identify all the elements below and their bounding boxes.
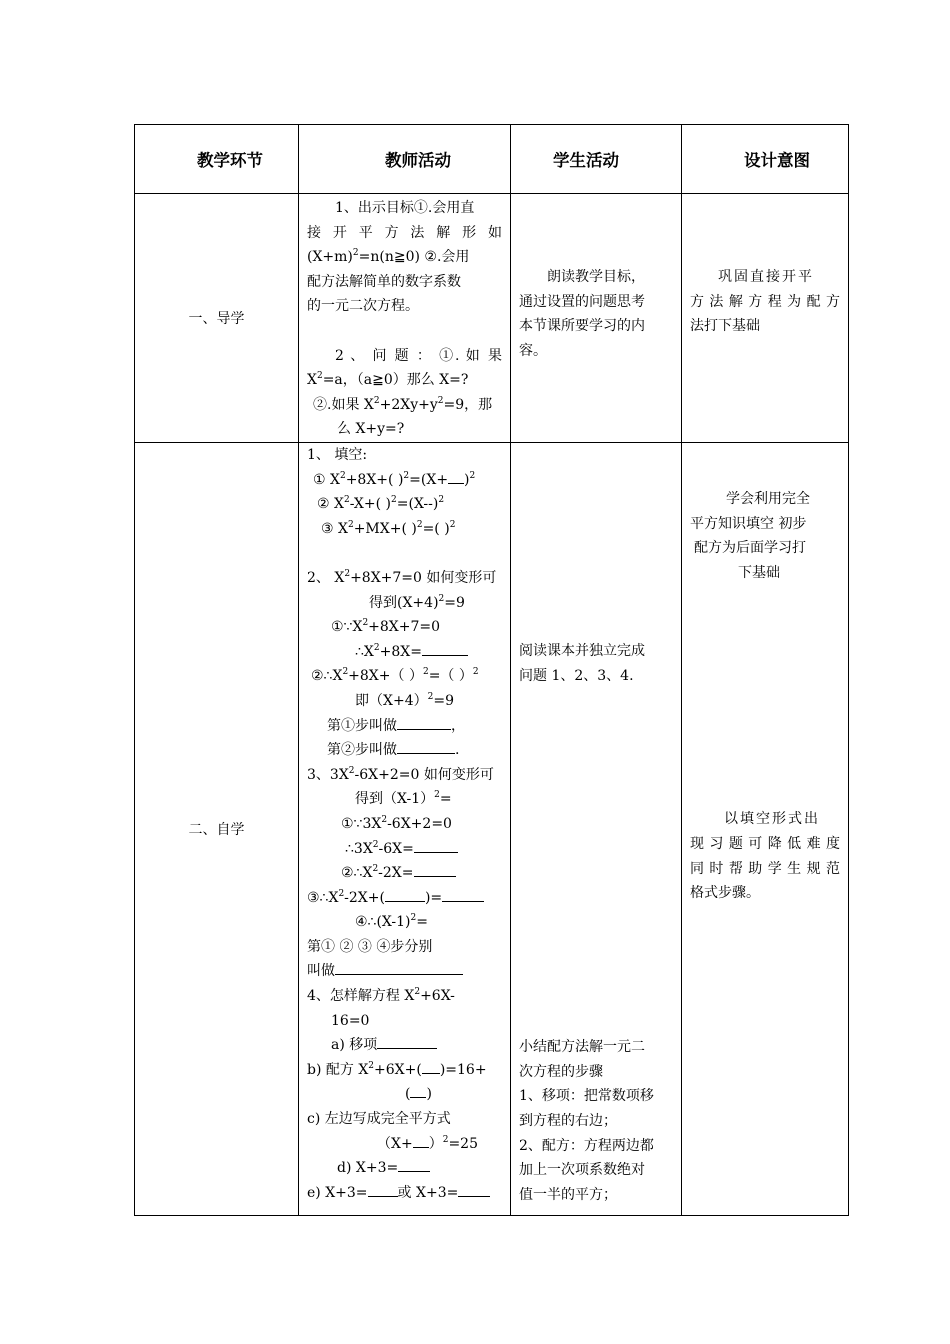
teacher-activity-guide: 1、出示目标①.会用直 接 开 平 方 法 解 形 如 $(X+m)^2=n(n≧0)$ ②.会用 配方法解简单的数字系数 的一元二次方程。 2 、 问 题 ： ①. 如 果 $X^2=a$，（a≧0）那么 X=? ②.如果 $X^2+2Xy+y^2=9$，那 么 X+y=?	[299, 194, 511, 443]
design-intent-self-study: 学会利用完全 平方知识填空 初步 配方为后面学习打 下基础 以填空形式出 现习题可降低难度 同时帮助学生规范 格式步骤。	[682, 443, 849, 1216]
row-guide	[135, 194, 849, 443]
stage-self-study: 二、自学	[135, 443, 299, 1216]
design-intent-guide: 巩固直接开平 方法解方程为配方 法打下基础	[682, 194, 849, 443]
lesson-plan-table	[134, 124, 849, 1216]
header-stage: 教学环节	[135, 125, 299, 194]
student-activity-guide: 朗读教学目标， 通过设置的问题思考 本节课所要学习的内 容。	[511, 194, 682, 443]
header-teacher: 教师活动	[299, 125, 511, 194]
stage-guide: 一、导学	[135, 194, 299, 443]
teacher-activity-self-study: 1、 填空: ① $X^2+8X+$( )$^2=(X+ )^2$ ② $X^2-X+$( )$^2=(X--)^2$ ③ $X^2+MX+$( )$^2$=( )$^2$ 2、 $X^2+8X+7=0$ 如何变形可 得到$(X+4)^2=9$ $①\because X^2+8X+7=0$ $\therefore X^2+8X=$ $②\therefore X^2+8X+$（ ）$^2$=（ ）$^2$ 即$(X+4)^2=9$ 第①步叫做 ， 第②步叫做 . 3、$3X^2-6X+2=0$ 如何变形可 得到$(X-1)^2=$ $①\because 3X^2-6X+2=0$ $\therefore 3X^2-6X=$ $②\therefore X^2-2X=$ $③\therefore X^2-2X+$( )= $④\therefore(X-1)^2=$ 第① ② ③ ④步分别 叫做 4、怎样解方程 $X^2+6X-$ 16=0 a) 移项 b) 配方 $X^2+6X+$( )=16+ ( ) c) 左边写成完全平方式 $(X+ )^2=25$ d) X+3= e) X+3= 或 X+3=	[299, 443, 511, 1216]
header-row	[135, 125, 849, 194]
header-student: 学生活动	[511, 125, 682, 194]
row-self-study	[135, 443, 849, 1216]
student-activity-self-study: 阅读课本并独立完成 问题 1、2、3、4. 小结配方法解一元二 次方程的步骤 1、移项：把常数项移 到方程的右边； 2、配方：方程两边都 加上一次项系数绝对 值一半的平方；	[511, 443, 682, 1216]
header-design: 设计意图	[682, 125, 849, 194]
